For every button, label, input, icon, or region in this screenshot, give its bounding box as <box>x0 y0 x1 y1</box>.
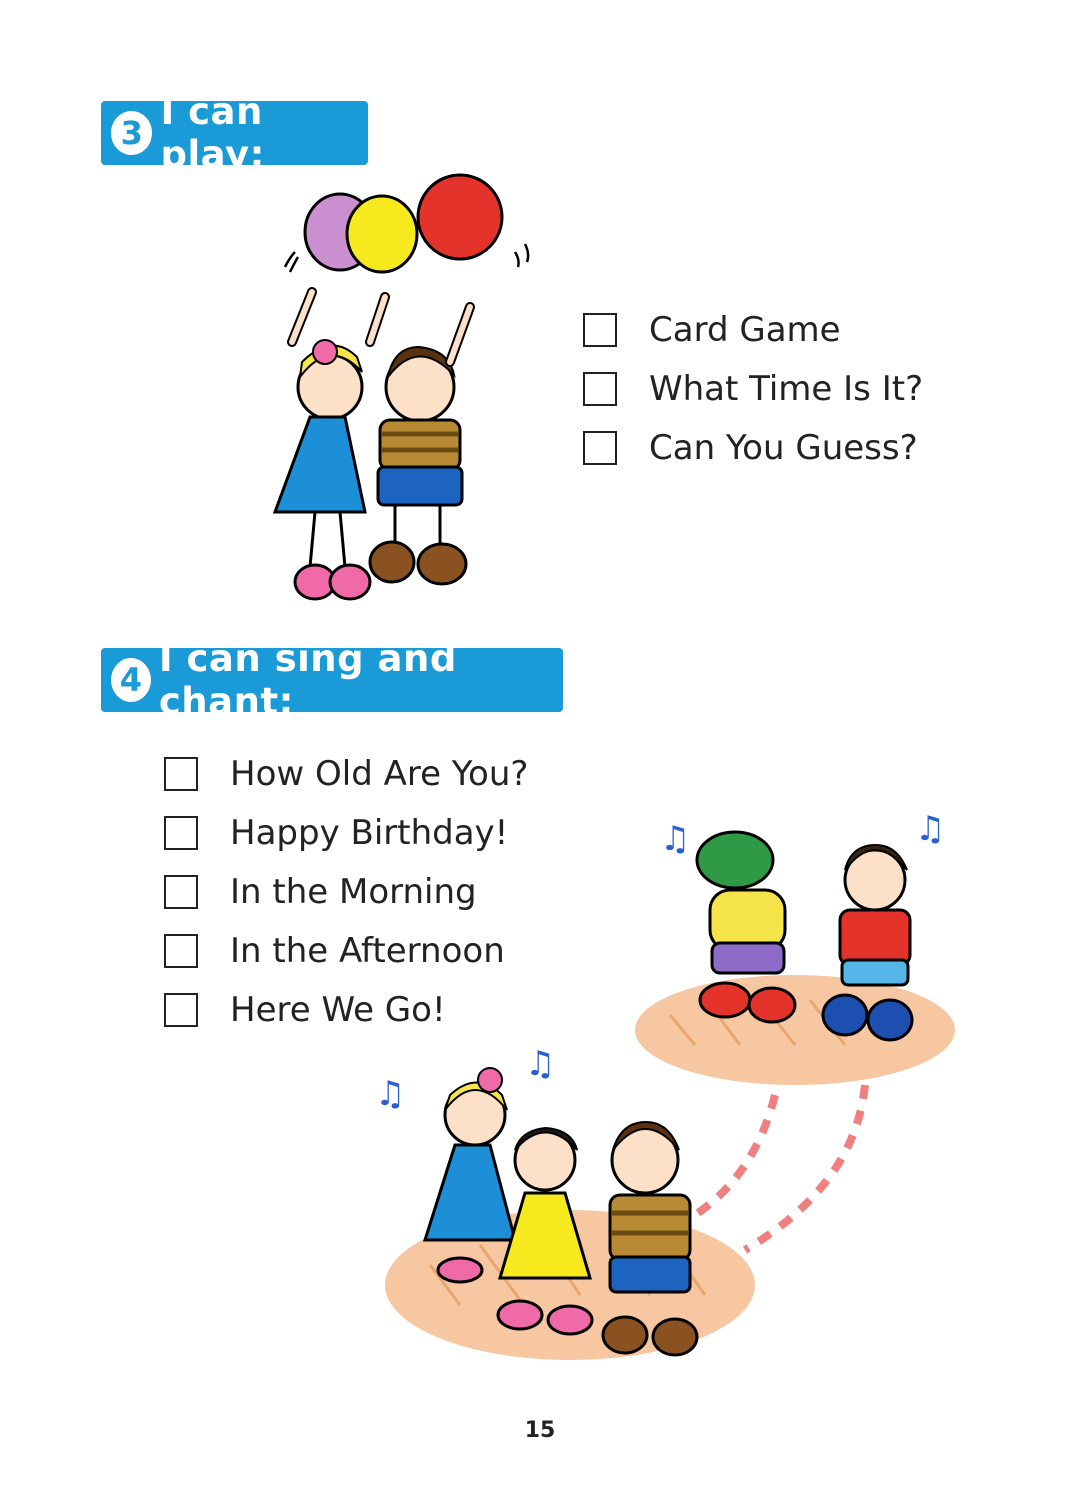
music-note-icon: ♫ <box>375 1074 406 1114</box>
item-label: How Old Are You? <box>230 753 529 794</box>
list-item <box>164 744 528 803</box>
music-note-icon: ♫ <box>660 819 691 859</box>
checkbox[interactable] <box>164 875 198 909</box>
checkbox[interactable] <box>164 816 198 850</box>
item-label: Here We Go! <box>230 989 446 1030</box>
section-3-title: I can play: <box>160 90 265 176</box>
music-note-icon: ♫ <box>525 1044 556 1084</box>
section-3-checklist <box>583 300 923 477</box>
checkbox[interactable] <box>583 372 617 406</box>
section-3-banner <box>101 90 368 176</box>
section-4-banner <box>101 637 563 723</box>
item-label: In the Morning <box>230 871 477 912</box>
kids-with-balloons-illustration <box>270 172 540 622</box>
section-4-title: I can sing and chant: <box>158 637 457 723</box>
list-item <box>583 359 923 418</box>
item-label: In the Afternoon <box>230 930 505 971</box>
checkbox[interactable] <box>164 934 198 968</box>
checkbox[interactable] <box>583 431 617 465</box>
item-label: Card Game <box>649 309 841 350</box>
page-number: 15 <box>524 1418 556 1443</box>
music-note-icon: ♫ <box>915 809 946 849</box>
item-label: What Time Is It? <box>649 368 924 409</box>
checkbox[interactable] <box>583 313 617 347</box>
section-3-number: 3 <box>111 111 152 155</box>
list-item <box>583 418 923 477</box>
list-item <box>583 300 923 359</box>
item-label: Happy Birthday! <box>230 812 509 853</box>
item-label: Can You Guess? <box>649 427 918 468</box>
singing-characters-illustration <box>370 809 970 1375</box>
checkbox[interactable] <box>164 993 198 1027</box>
section-4-number: 4 <box>111 658 151 702</box>
checkbox[interactable] <box>164 757 198 791</box>
